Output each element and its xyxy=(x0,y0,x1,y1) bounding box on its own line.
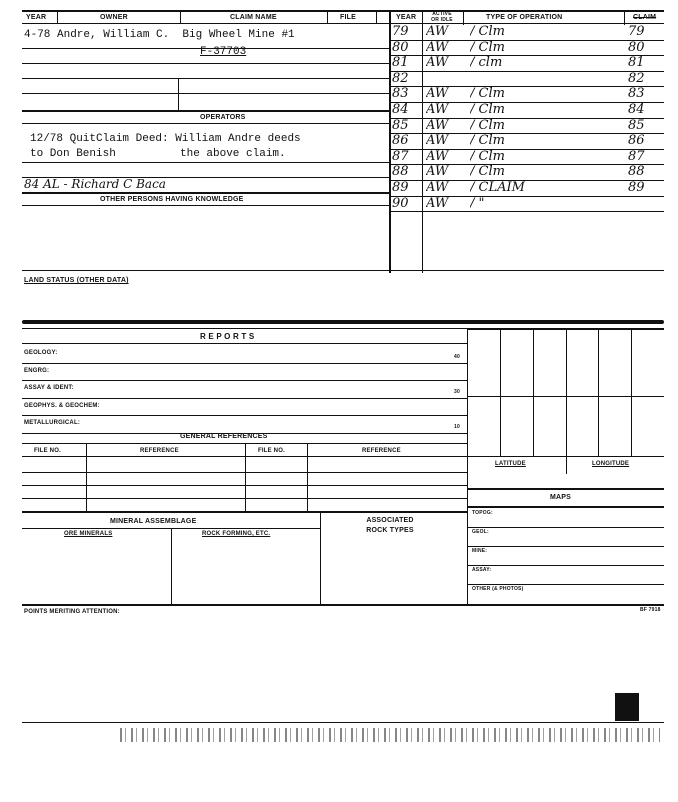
activity-claim: 83 xyxy=(628,86,645,101)
ref-col-file-no-2: FILE NO. xyxy=(258,448,285,454)
activity-status: AW xyxy=(426,164,449,179)
general-references-title: GENERAL REFERENCES xyxy=(180,433,268,440)
activity-claim: 87 xyxy=(628,149,645,164)
rock-forming-label: ROCK FORMING, ETC. xyxy=(202,531,271,537)
map-row-line xyxy=(467,565,664,566)
activity-year: 81 xyxy=(392,55,409,70)
ore-minerals-label: ORE MINERALS xyxy=(64,531,113,537)
land-status-label: LAND STATUS (OTHER DATA) xyxy=(24,277,129,284)
activity-claim: 89 xyxy=(628,180,645,195)
mineral-assemblage-title: MINERAL ASSEMBLAGE xyxy=(110,518,197,525)
activity-operation: / Clm xyxy=(470,40,505,55)
map-row-line xyxy=(467,527,664,528)
activity-year: 87 xyxy=(392,149,409,164)
activity-year: 88 xyxy=(392,164,409,179)
activity-operation: / " xyxy=(470,196,485,211)
activity-operation: / Clm xyxy=(470,149,505,164)
operator-line-2b: the above claim. xyxy=(180,148,286,160)
activity-year: 83 xyxy=(392,86,409,101)
map-row-label: TOPOG: xyxy=(472,510,493,516)
activity-claim: 84 xyxy=(628,102,645,117)
report-row-label: ASSAY & IDENT: xyxy=(24,385,74,391)
activity-status: AW xyxy=(426,40,449,55)
activity-row-line xyxy=(389,71,664,72)
map-row-label: MINE: xyxy=(472,548,488,554)
activity-status: AW xyxy=(426,55,449,70)
activity-status: AW xyxy=(426,118,449,133)
activity-operation: / clm xyxy=(470,55,503,70)
reports-title: R E P O R T S xyxy=(200,332,255,341)
maps-title: MAPS xyxy=(550,494,572,501)
activity-status: AW xyxy=(426,86,449,101)
header-active-or-idle: ACTIVE OR IDLE xyxy=(431,11,453,23)
activity-claim: 85 xyxy=(628,118,645,133)
map-row-label: GEOL: xyxy=(472,529,489,535)
ref-col-file-no-1: FILE NO. xyxy=(34,448,61,454)
activity-claim: 88 xyxy=(628,164,645,179)
activity-status: AW xyxy=(426,24,449,39)
header-year-2: YEAR xyxy=(396,14,417,21)
activity-claim: 79 xyxy=(628,24,645,39)
activity-status: AW xyxy=(426,149,449,164)
owner-entry: 4-78 Andre, William C. Big Wheel Mine #1 xyxy=(24,29,295,41)
points-meriting-attention: POINTS MERITING ATTENTION: xyxy=(24,609,120,615)
activity-row-line xyxy=(389,211,664,212)
header-claim-name: CLAIM NAME xyxy=(230,14,277,21)
map-row-line xyxy=(467,546,664,547)
ref-col-reference-2: REFERENCE xyxy=(362,448,401,454)
activity-claim: 82 xyxy=(628,71,645,86)
activity-status: AW xyxy=(426,102,449,117)
activity-operation: / Clm xyxy=(470,102,505,117)
scan-noise-band xyxy=(120,728,660,742)
report-row-number: 10 xyxy=(454,424,460,430)
report-row-label: METALLURGICAL: xyxy=(24,420,81,426)
header-file: FILE xyxy=(340,14,356,21)
operator-line-2a: to Don Benish xyxy=(30,148,116,160)
latitude-label: LATITUDE xyxy=(495,461,526,467)
report-row-line xyxy=(22,380,468,381)
ref-col-reference-1: REFERENCE xyxy=(140,448,179,454)
activity-year: 84 xyxy=(392,102,409,117)
activity-claim: 80 xyxy=(628,40,645,55)
header-owner: OWNER xyxy=(100,14,128,21)
activity-operation: / Clm xyxy=(470,118,505,133)
activity-year: 89 xyxy=(392,180,409,195)
activity-year: 85 xyxy=(392,118,409,133)
activity-status: AW xyxy=(426,133,449,148)
report-row-label: GEOPHYS. & GEOCHEM: xyxy=(24,403,100,409)
operator-line-1: 12/78 QuitClaim Deed: William Andre deeds xyxy=(30,133,301,145)
activity-operation: / CLAIM xyxy=(470,180,525,195)
activity-claim: 86 xyxy=(628,133,645,148)
map-row-label: OTHER (& PHOTOS) xyxy=(472,586,524,592)
header-year: YEAR xyxy=(26,14,47,21)
activity-year: 82 xyxy=(392,71,409,86)
report-row-number: 30 xyxy=(454,389,460,395)
activity-year: 79 xyxy=(392,24,409,39)
activity-operation: / Clm xyxy=(470,133,505,148)
activity-year: 90 xyxy=(392,196,409,211)
activity-claim: 81 xyxy=(628,55,645,70)
report-row-number: 40 xyxy=(454,354,460,360)
activity-status: AW xyxy=(426,196,449,211)
operator-line-3: 84 AL - Richard C Baca xyxy=(24,177,166,191)
map-row-line xyxy=(467,584,664,585)
activity-year: 80 xyxy=(392,40,409,55)
report-row-line xyxy=(22,363,468,364)
operators-label: OPERATORS xyxy=(200,114,246,121)
map-row-label: ASSAY: xyxy=(472,567,492,573)
report-row-line xyxy=(22,415,468,416)
report-row-label: GEOLOGY: xyxy=(24,350,58,356)
activity-year: 86 xyxy=(392,133,409,148)
header-claim-col: CLAIM xyxy=(633,14,657,21)
form-number: BF 7918 xyxy=(640,607,661,613)
scan-black-mark xyxy=(615,693,639,721)
longitude-label: LONGITUDE xyxy=(592,461,630,467)
activity-operation: / Clm xyxy=(470,164,505,179)
activity-status: AW xyxy=(426,180,449,195)
file-number: F-37703 xyxy=(200,46,247,58)
report-row-line xyxy=(22,398,468,399)
report-row-label: ENGRG: xyxy=(24,368,50,374)
header-type-of-operation: TYPE OF OPERATION xyxy=(486,14,563,21)
activity-operation: / Clm xyxy=(470,86,505,101)
associated-rock-types: ASSOCIATED ROCK TYPES xyxy=(366,517,414,534)
activity-operation: / Clm xyxy=(470,24,505,39)
other-persons-label: OTHER PERSONS HAVING KNOWLEDGE xyxy=(100,196,244,203)
